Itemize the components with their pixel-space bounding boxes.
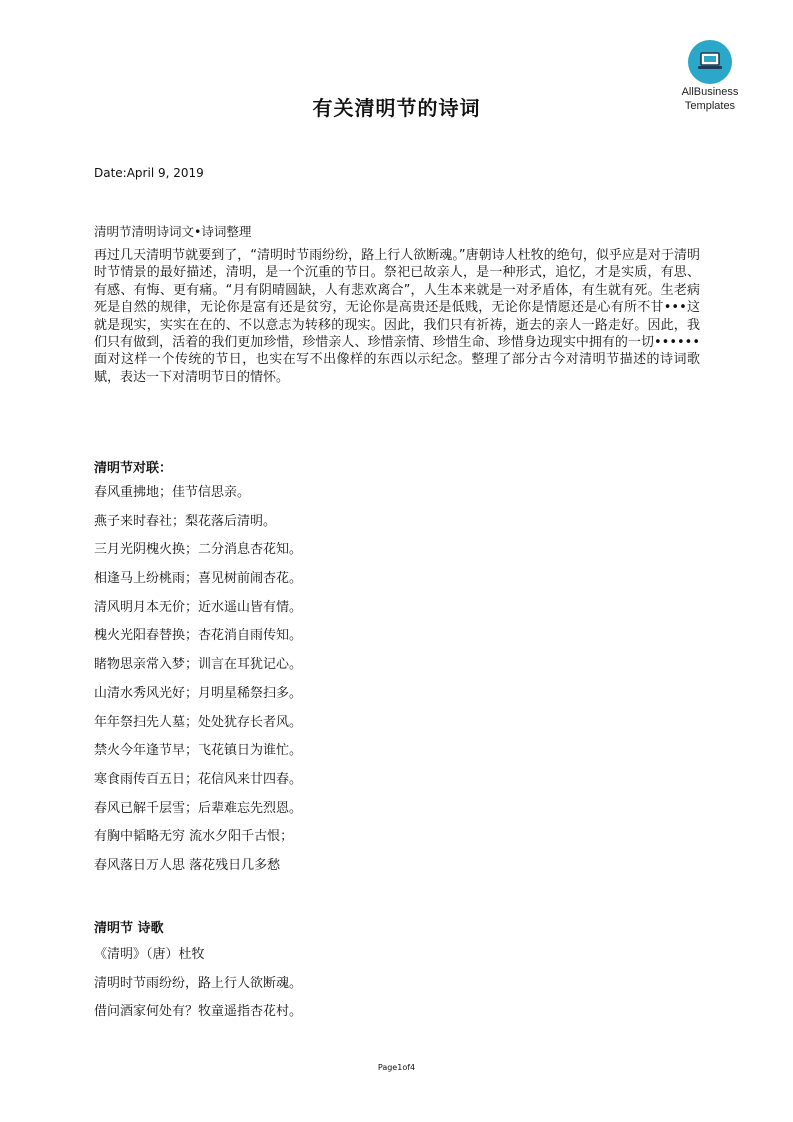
couplet-line: 山清水秀风光好；月明星稀祭扫多。 (94, 685, 303, 701)
document-subtitle: 清明节清明诗词文•诗词整理 (94, 224, 252, 239)
couplet-line: 寒食雨传百五日；花信风来廿四春。 (94, 771, 303, 787)
couplet-line: 睹物思亲常入梦；训言在耳犹记心。 (94, 657, 303, 673)
couplet-line: 燕子来时春社；梨花落后清明。 (94, 513, 277, 529)
couplet-line: 槐火光阳春替换；杏花消自雨传知。 (94, 628, 303, 644)
couplet-line: 清风明月本无价；近水遥山皆有情。 (94, 599, 303, 615)
document-title: 有关清明节的诗词 (312, 96, 481, 120)
couplet-line: 春风落日万人思 落花残日几多愁 (94, 857, 281, 873)
couplet-line: 相逢马上纷桃雨；喜见树前闹杏花。 (94, 571, 303, 587)
document-date: Date:April 9, 2019 (94, 166, 204, 180)
couplet-line: 春风已解千层雪；后辈难忘先烈恩。 (94, 800, 303, 816)
poem-line: 清明时节雨纷纷，路上行人欲断魂。 (94, 975, 303, 991)
page-number: Page1of4 (377, 1063, 416, 1072)
intro-paragraph: 再过几天清明节就要到了，“清明时节雨纷纷，路上行人欲断魂。”唐朝诗人杜牧的绝句，似乎应是对于清明时节情景的最好描述，清明，是一个沉重的节日。祭祀已故亲人，是一种形式，追忆，才是实质，有思、有感、有悔、更有痛。“月有阴晴圆缺，人有悲欢离合”，人生本来就是一对矛盾体，有生就有死。生老病死是自然的规律，无论你是富有还是贫穷，无论你是高贵还是低贱，无论你是情愿还是心有所不甘•••这就是现实，实实在在的、不以意志为转移的现实。因此，我们只有祈祷，逝去的亲人一路走好。因此，我们只有做到，活着的我们更加珍惜，珍惜亲人、珍惜亲情、珍惜生命、珍惜身边现实中拥有的一切••••••面对这样一个传统的节日，也实在写不出像样的东西以示纪念。整理了部分古今对清明节描述的诗词歌赋，表达一下对清明节日的情怀。 (94, 248, 700, 385)
couplet-line: 三月光阴槐火换；二分消息杏花知。 (94, 542, 303, 558)
poems-list (94, 946, 302, 1032)
couplet-line: 有胸中韬略无穷 流水夕阳千古恨； (94, 829, 294, 845)
poem-line: 《清明》（唐）杜牧 (94, 947, 205, 962)
logo-text-line1: AllBusiness (681, 86, 739, 98)
poems-heading: 清明节 诗歌 (94, 921, 164, 936)
poem-line: 借问酒家何处有？牧童遥指杏花村。 (94, 1004, 303, 1020)
couplet-line: 春风重拂地；佳节信思亲。 (94, 485, 251, 500)
logo-text-line2: Templates (684, 100, 736, 112)
couplet-line: 禁火今年逢节早；飞花镇日为谁忙。 (94, 743, 303, 759)
laptop-icon (688, 40, 732, 84)
couplet-line: 年年祭扫先人墓；处处犹存长者风。 (94, 714, 303, 730)
couplets-list (94, 484, 302, 886)
couplets-heading: 清明节对联： (94, 461, 173, 476)
